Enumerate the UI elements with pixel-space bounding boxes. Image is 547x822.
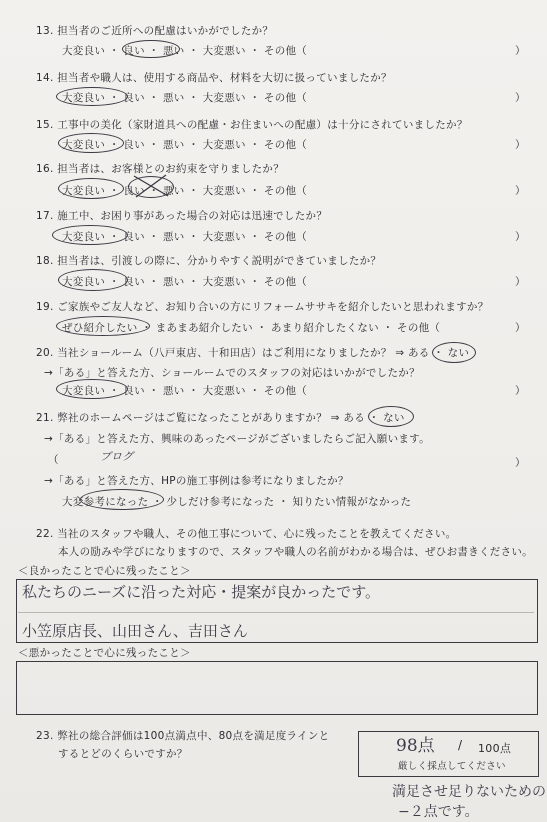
q15-options: 大変良い ・ 良い ・ 悪い ・ 大変悪い ・ その他（: [62, 139, 308, 151]
q23-handwritten-note-1: 満足させ足りないための: [392, 784, 546, 800]
q21-handwritten-answer: ブログ: [100, 450, 133, 463]
q19-close: ）: [515, 322, 526, 334]
q22-bad-box: [16, 661, 538, 715]
q14-options: 大変良い ・ 良い ・ 悪い ・ 大変悪い ・ その他（: [62, 92, 308, 104]
q17-close: ）: [515, 231, 526, 243]
q22-good-rule: [18, 612, 534, 613]
q22-bad-label: ＜悪かったことで心に残ったこと＞: [18, 647, 191, 659]
q18-options: 大変良い ・ 良い ・ 悪い ・ 大変悪い ・ その他（: [62, 276, 308, 288]
question-16: 16. 担当者は、お客様とのお約束を守りましたか？: [36, 163, 285, 175]
question-23-line1: 23. 弊社の総合評価は100点満点中、80点を満足度ラインと: [36, 730, 330, 742]
question-19: 19. ご家族やご友人など、お知り合いの方にリフォームササキを紹介したいと思われますか？: [36, 301, 489, 313]
q23-handwritten-score: 98点: [396, 736, 435, 756]
q18-close: ）: [515, 276, 526, 288]
q23-handwritten-note-2: −２点です。: [398, 804, 479, 820]
q22-good-handwriting-2: 小笠原店長、山田さん、吉田さん: [22, 622, 248, 640]
q20-close: ）: [515, 385, 526, 397]
q17-options: 大変良い ・ 良い ・ 悪い ・ 大変悪い ・ その他（: [62, 231, 308, 243]
q20-followup: →「ある」と答えた方、ショールームでのスタッフの対応はいかがでしたか？: [44, 367, 420, 379]
q16-options: 大変良い ・ 良い ・ 悪い ・ 大変悪い ・ その他（: [62, 185, 308, 197]
question-20: 20. 当社ショールーム（八戸東店、十和田店）はご利用になりましたか？ ⇒ ある ・ ない: [36, 347, 470, 359]
q22-note: 本人の励みや学びになりますので、スタッフや職人の名前がわかる場合は、ぜひお書きください。: [58, 546, 533, 558]
question-13: 13. 担当者のご近所への配慮はいかがでしたか？: [36, 25, 274, 37]
q21-options: 大変参考になった ・ 少しだけ参考になった ・ 知りたい情報がなかった: [62, 496, 412, 508]
question-22: 22. 当社のスタッフや職人、その他工事について、心に残ったことを教えてください。: [36, 528, 457, 540]
question-21: 21. 弊社のホームページはご覧になったことがありますか？ ⇒ ある ・ ない: [36, 412, 405, 424]
q23-strict-note: 厳しく採点してください: [398, 761, 506, 772]
q23-slash: /: [458, 738, 463, 752]
q13-options: 大変良い ・ 良い ・ 悪い ・ 大変悪い ・ その他（: [62, 45, 308, 57]
q22-good-label: ＜良かったことで心に残ったこと＞: [18, 565, 191, 577]
q15-close: ）: [515, 139, 526, 151]
q22-good-handwriting-1: 私たちのニーズに沿った対応・提案が良かったです。: [22, 583, 381, 601]
q21-close: ）: [515, 457, 526, 469]
q21-followup-2: →「ある」と答えた方、HPの施工事例は参考になりましたか？: [44, 475, 349, 487]
q21-followup-1: →「ある」と答えた方、興味のあったページがございましたらご記入願います。: [44, 433, 430, 445]
q14-close: ）: [515, 92, 526, 104]
question-14: 14. 担当者や職人は、使用する商品や、材料を大切に扱っていましたか？: [36, 72, 392, 84]
question-18: 18. 担当者は、引渡しの際に、分かりやすく説明ができていましたか？: [36, 255, 382, 267]
q19-options: ぜひ紹介したい ・ まあまあ紹介したい ・ あまり紹介したくない ・ その他（: [62, 322, 441, 334]
q20-options: 大変良い ・ 良い ・ 悪い ・ 大変悪い ・ その他（: [62, 385, 308, 397]
q13-close: ）: [515, 45, 526, 57]
q16-cross-mark: [128, 172, 174, 200]
q16-close: ）: [515, 185, 526, 197]
question-17: 17. 施工中、お困り事があった場合の対応は迅速でしたか？: [36, 210, 328, 222]
q21-paren-open: （: [48, 454, 59, 466]
q23-max-score: 100点: [478, 742, 512, 755]
question-23-line2: するとどのくらいですか？: [58, 748, 188, 760]
question-15: 15. 工事中の美化（家財道具への配慮・お住まいへの配慮）は十分にされていましたか？: [36, 119, 468, 131]
